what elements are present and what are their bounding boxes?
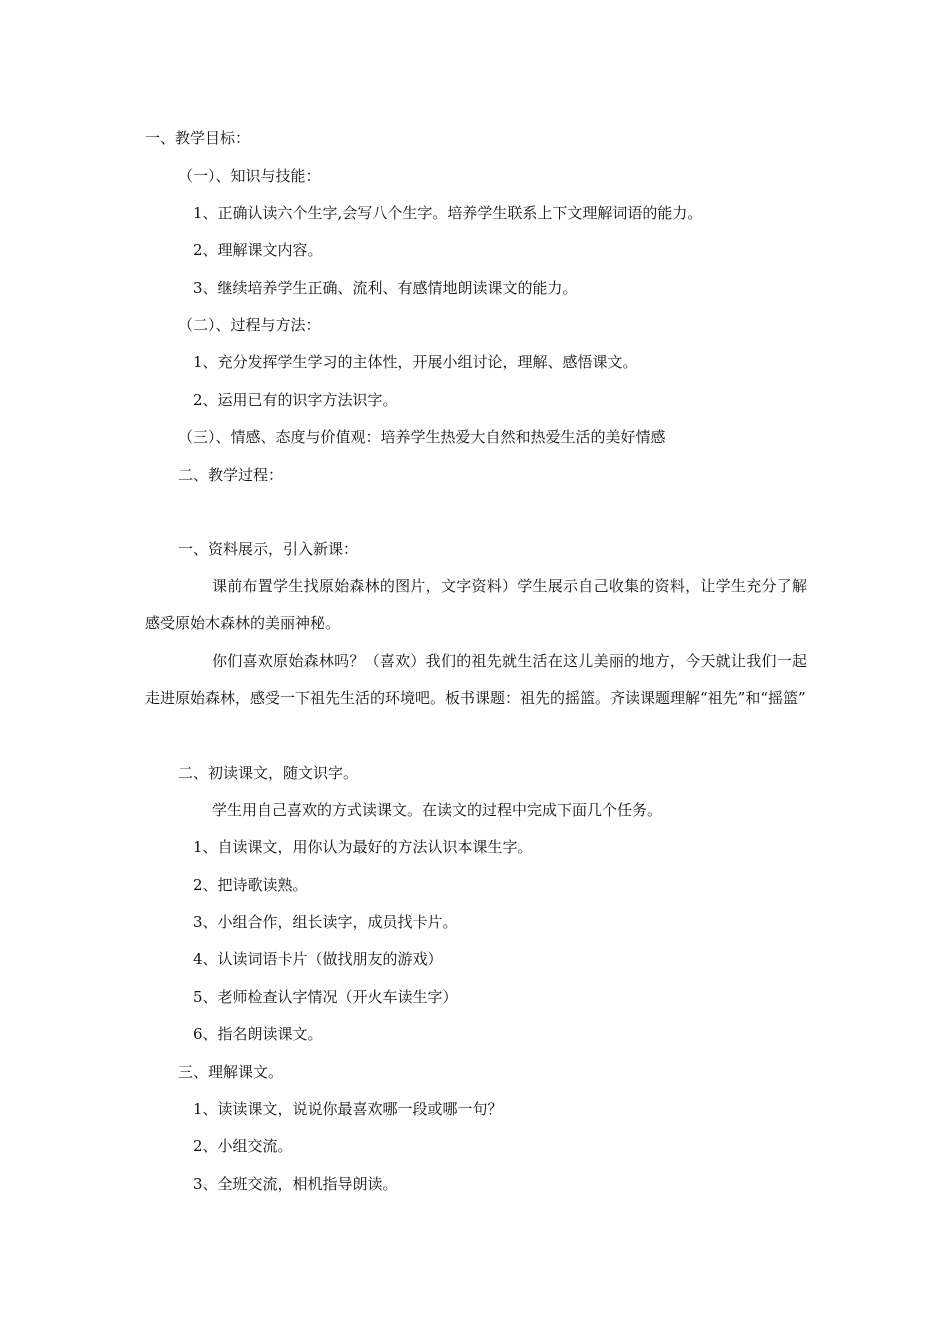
step2-item-2: 2、把诗歌读熟。 (193, 876, 308, 894)
step1-paragraph-1: 课前布置学生找原始森林的图片，文字资料）学生展示自己收集的资料，让学生充分了解感受原始木森林的美丽神秘。 (145, 577, 807, 632)
step1-heading: 一、资料展示，引入新课： (178, 540, 359, 558)
knowledge-item-2: 2、理解课文内容。 (193, 241, 323, 259)
process-heading: （二）、过程与方法： (178, 316, 321, 334)
step2-heading: 二、初读课文，随文识字。 (178, 764, 359, 782)
process-item-2: 2、运用已有的识字方法识字。 (193, 391, 398, 409)
step2-item-6: 6、指名朗读课文。 (193, 1025, 323, 1043)
step3-heading: 三、理解课文。 (178, 1063, 284, 1081)
step3-item-3: 3、全班交流，相机指导朗读。 (193, 1175, 398, 1193)
step2-intro: 学生用自己喜欢的方式读课文。在读文的过程中完成下面几个任务。 (212, 801, 663, 819)
process-item-1: 1、充分发挥学生学习的主体性，开展小组讨论，理解、感悟课文。 (193, 353, 638, 371)
step3-item-1: 1、读读课文，说说你最喜欢哪一段或哪一句？ (193, 1100, 503, 1118)
knowledge-item-1: 1、正确认读六个生字,会写八个生字。培养学生联系上下文理解词语的能力。 (193, 204, 703, 222)
step2-item-1: 1、自读课文，用你认为最好的方法认识本课生字。 (193, 838, 533, 856)
step3-item-2: 2、小组交流。 (193, 1137, 293, 1155)
step2-item-4: 4、认读词语卡片（做找朋友的游戏） (193, 950, 443, 968)
step2-item-5: 5、老师检查认字情况（开火车读生字） (193, 988, 458, 1006)
step2-item-3: 3、小组合作，组长读字，成员找卡片。 (193, 913, 458, 931)
knowledge-heading: （一）、知识与技能： (178, 167, 321, 185)
goals-heading: 一、教学目标： (145, 129, 251, 147)
teaching-process-heading: 二、教学过程： (178, 466, 284, 484)
emotion-goal: （三）、情感、态度与价值观：培养学生热爱大自然和热爱生活的美好情感 (178, 428, 666, 446)
knowledge-item-3: 3、继续培养学生正确、流利、有感情地朗读课文的能力。 (193, 279, 578, 297)
step1-paragraph-2: 你们喜欢原始森林吗？（喜欢）我们的祖先就生活在这儿美丽的地方，今天就让我们一起走进原始森林，感受一下祖先生活的环境吧。板书课题：祖先的摇篮。齐读课题理解“祖先”和“摇篮” (145, 652, 807, 707)
